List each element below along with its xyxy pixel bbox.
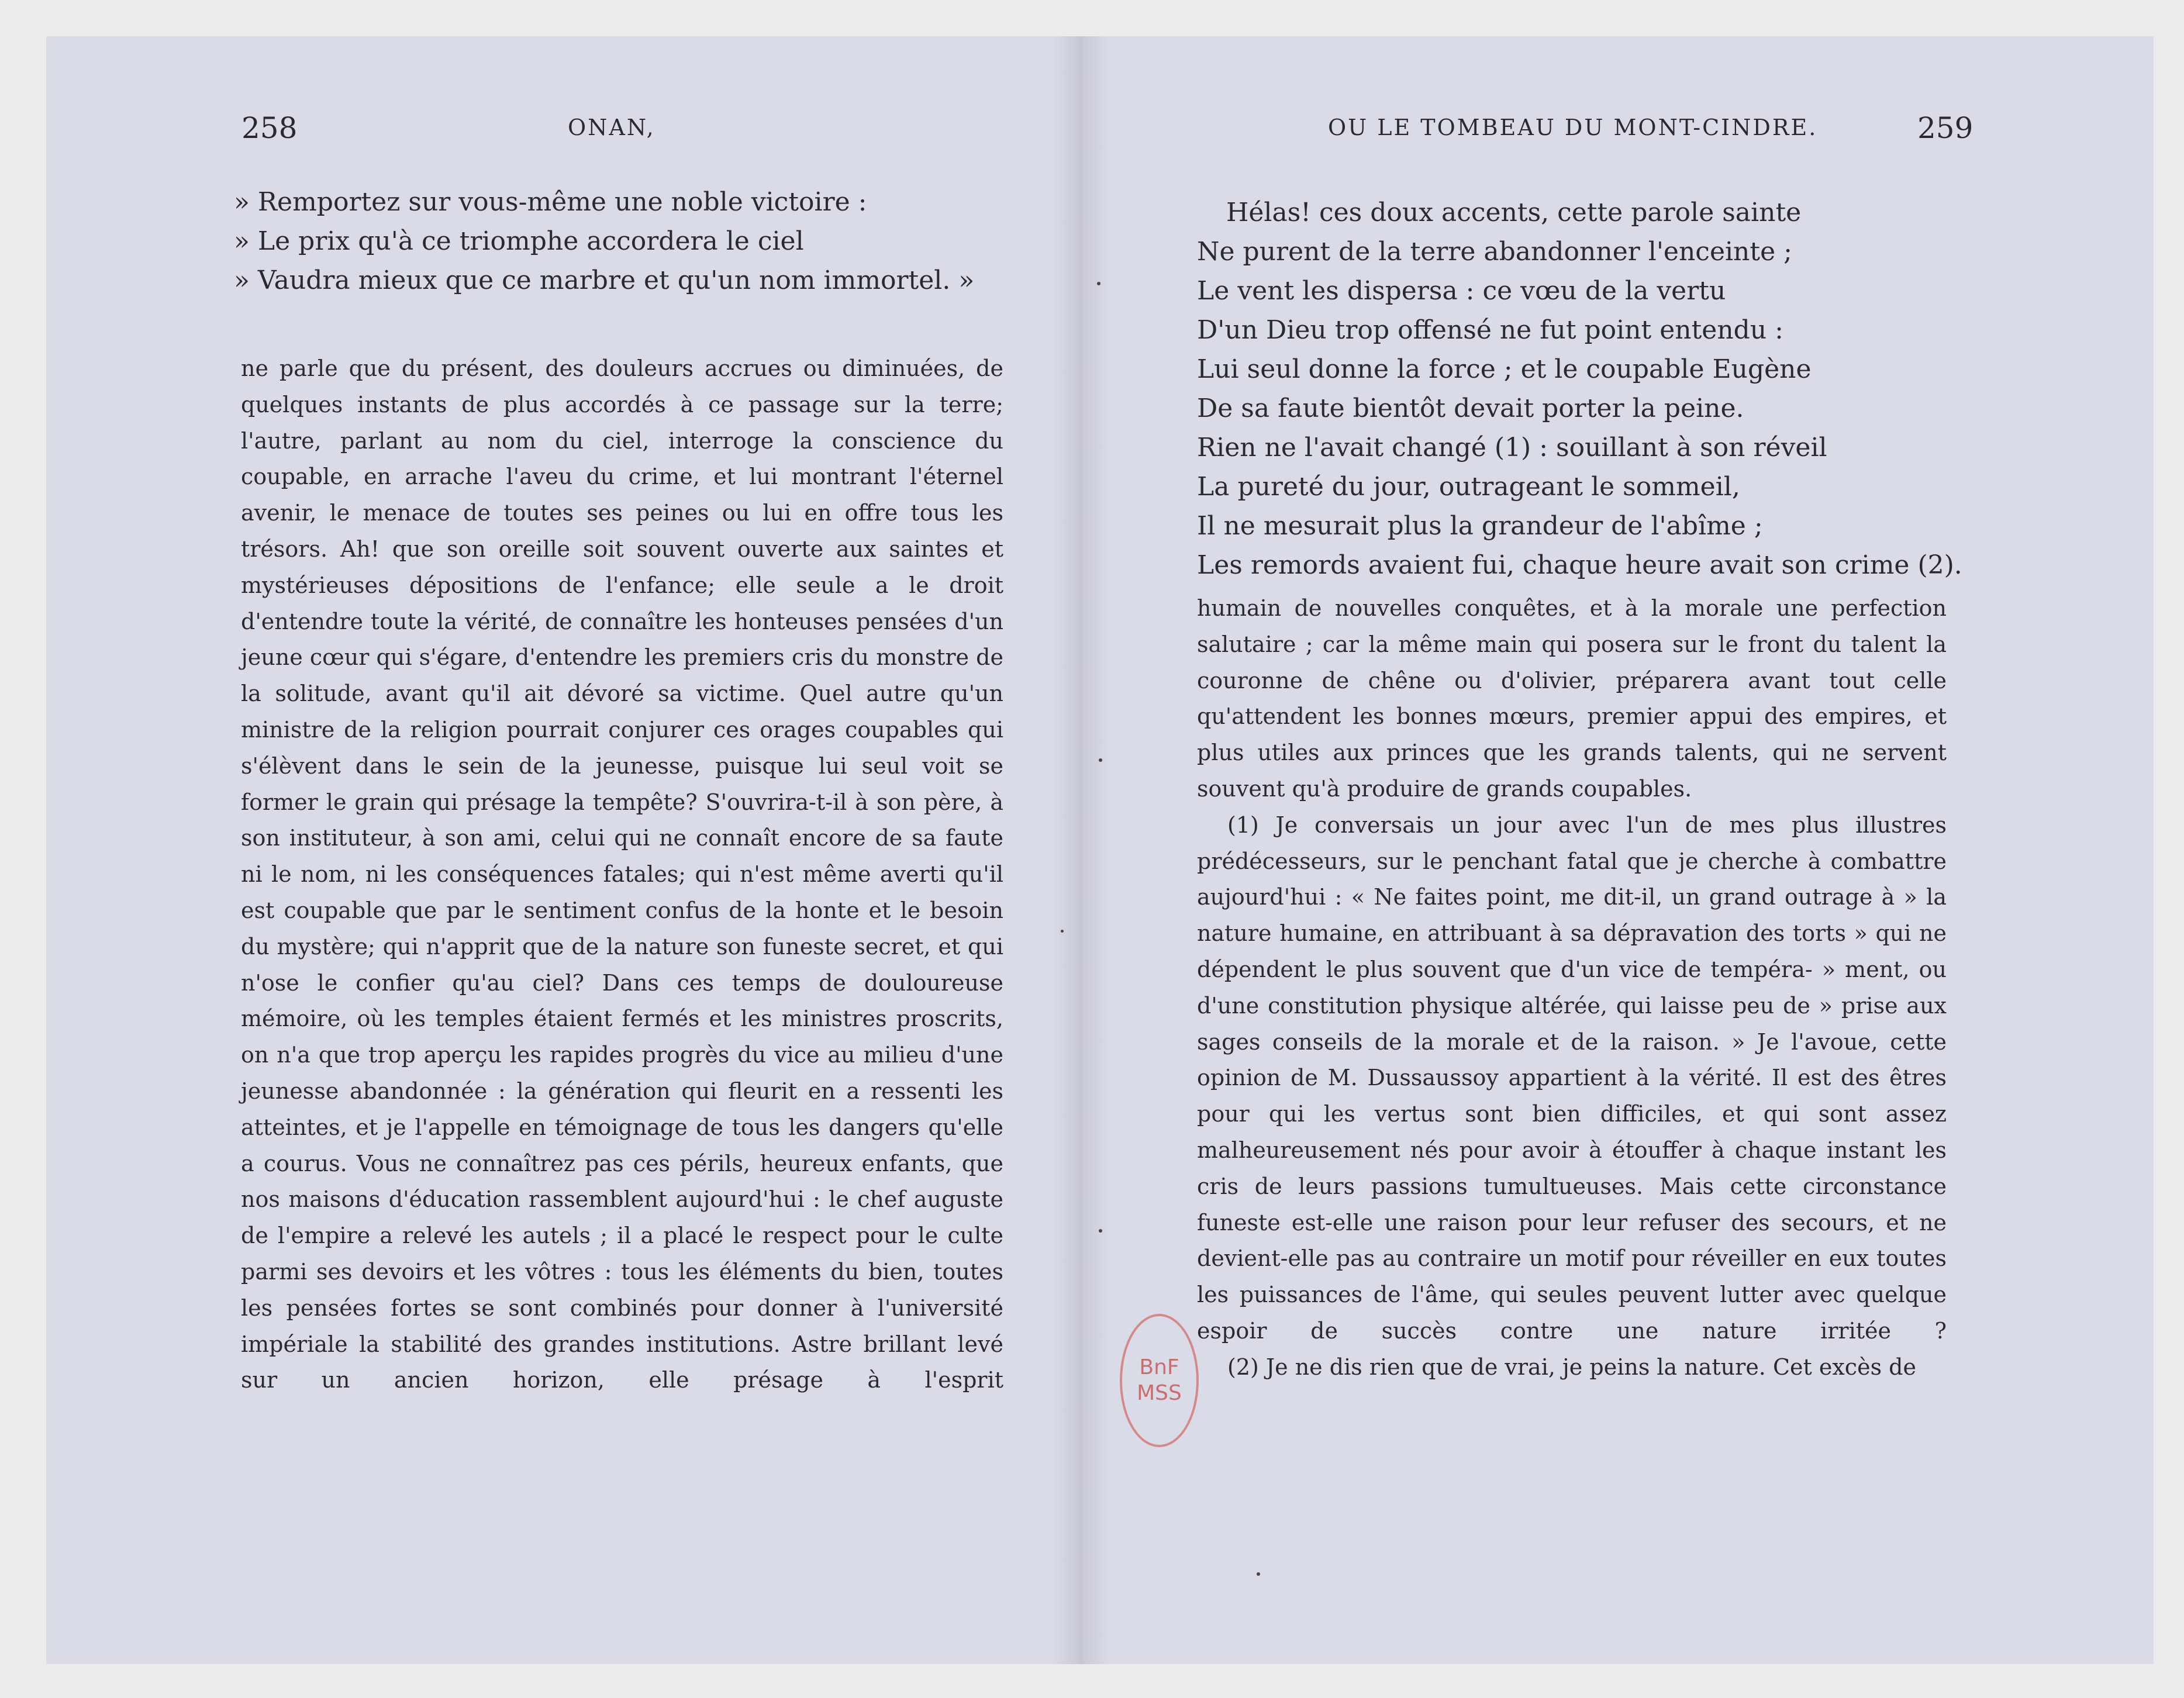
verse-block bbox=[1197, 193, 1962, 585]
scanned-spread bbox=[46, 36, 2154, 1664]
ink-speck bbox=[1061, 930, 1064, 933]
running-head: ONAN, bbox=[568, 115, 655, 140]
right-page bbox=[1110, 36, 2154, 1664]
verse-line: Hélas! ces doux accents, cette parole sainte bbox=[1226, 198, 1802, 227]
ink-speck bbox=[1097, 282, 1100, 285]
verse-line: » Remportez sur vous-même une noble victoire : bbox=[234, 187, 867, 217]
verse-line: Le vent les dispersa : ce vœu de la vertu bbox=[1197, 276, 1726, 306]
verse-line: » Le prix qu'à ce triomphe accordera le ciel bbox=[234, 226, 804, 256]
verse-line: Les remords avaient fui, chaque heure avait son crime (2). bbox=[1197, 550, 1962, 580]
verse-line: » Vaudra mieux que ce marbre et qu'un nom immortel. » bbox=[234, 265, 975, 295]
footnote-2: (2) Je ne dis rien que de vrai, je peins la nature. Cet excès de bbox=[1227, 1354, 1916, 1380]
left-page bbox=[46, 36, 1081, 1664]
verse-line: Rien ne l'avait changé (1) : souillant à son réveil bbox=[1197, 433, 1827, 463]
verse-line: Il ne mesurait plus la grandeur de l'abîme ; bbox=[1197, 511, 1763, 541]
stamp-line: MSS bbox=[1137, 1381, 1182, 1405]
verse-line: La pureté du jour, outrageant le sommeil, bbox=[1197, 472, 1740, 502]
page-number: 258 bbox=[241, 111, 298, 145]
footnote-1: (1) Je conversais un jour avec l'un de mes plus illustres prédécesseurs, sur le penchant fatal que je cherche à combattre aujourd'hui : « Ne faites point, me dit-il, un grand outrage à » la nature humaine, en attribuant à sa dépravation des torts » qui ne dépendent le plus souvent que d'un vice de tempéra- » ment, ou d'une constitution physique altérée, qui laisse peu de » prise aux sages conseils de la morale et de la raison. » Je l'avoue, cette opinion de M. Dussaussoy appartient à la vérité. Il est des êtres pour qui les vertus sont bien difficiles, et qui sont assez malheureusement nés pour avoir à étouffer à chaque instant les cris de leurs passions tumultueuses. Mais cette circonstance funeste est-elle une raison pour leur refuser des secours, et ne devient-elle pas au contraire un motif pour réveiller en eux toutes les puissances de l'âme, qui seules peuvent lutter avec quelque espoir de succès contre une nature irritée ? bbox=[1197, 812, 1947, 1344]
ink-speck bbox=[1257, 1572, 1260, 1576]
library-stamp bbox=[1120, 1314, 1199, 1447]
running-head: OU LE TOMBEAU DU MONT-CINDRE. bbox=[1328, 115, 1818, 140]
verse-block bbox=[234, 182, 974, 300]
verse-line: Ne purent de la terre abandonner l'enceinte ; bbox=[1197, 237, 1792, 267]
stamp-line: BnF bbox=[1139, 1355, 1179, 1379]
footnotes bbox=[1197, 591, 1947, 1386]
ink-speck bbox=[1099, 758, 1102, 762]
prose-paragraph: ne parle que du présent, des douleurs accrues ou diminuées, de quelques instants de plus accordés à ce passage sur la terre; l'autre, parlant au nom du ciel, interroge la conscience du coupable, en arrache l'aveu du crime, et lui montrant l'éternel avenir, le menace de toutes ses peines ou lui en offre tous les trésors. Ah! que son oreille soit souvent ouverte aux saintes et mystérieuses dépositions de l'enfance; elle seule a le droit d'entendre toute la vérité, de connaître les honteuses pensées d'un jeune cœur qui s'égare, d'entendre les premiers cris du monstre de la solitude, avant qu'il ait dévoré sa victime. Quel autre qu'un ministre de la religion pourrait conjurer ces orages coupables qui s'élèvent dans le sein de la jeunesse, puisque lui seul voit se former le grain qui présage la tempête? S'ouvrira-t-il à son père, à son instituteur, à son ami, celui qui ne connaît encore de sa faute ni le nom, ni les conséquences fatales; qui n'est même averti qu'il est coupable que par le sentiment confus de la honte et le besoin du mystère; qui n'apprit que de la nature son funeste secret, et qui n'ose le confier qu'au ciel? Dans ces temps de douloureuse mémoire, où les temples étaient fermés et les ministres proscrits, on n'a que trop aperçu les rapides progrès du vice au milieu d'une jeunesse abandonnée : la génération qui fleurit en a ressenti les atteintes, et je l'appelle en témoignage de tous les dangers qu'elle a courus. Vous ne connaîtrez pas ces périls, heureux enfants, que nos maisons d'éducation rassemblent aujourd'hui : le chef auguste de l'empire a relevé les autels ; il a placé le respect pour le culte parmi ses devoirs et les vôtres : tous les éléments du bien, toutes les pensées fortes se sont combinés pour donner à l'université impériale la stabilité des grandes institutions. Astre brillant levé sur un ancien horizon, elle présage à l'esprit bbox=[241, 356, 1003, 1393]
verse-line: D'un Dieu trop offensé ne fut point entendu : bbox=[1197, 315, 1783, 345]
verse-line: Lui seul donne la force ; et le coupable Eugène bbox=[1197, 354, 1812, 384]
ink-speck bbox=[1099, 1229, 1102, 1233]
page-number: 259 bbox=[1917, 111, 1973, 145]
verse-line: De sa faute bientôt devait porter la peine. bbox=[1197, 394, 1744, 423]
prose-continuation: humain de nouvelles conquêtes, et à la morale une perfection salutaire ; car la même main qui posera sur le front du talent la couronne de chêne ou d'olivier, préparera avant tout celle qu'attendent les bonnes mœurs, premier appui des empires, et plus utiles aux princes que les grands talents, qui ne servent souvent qu'à produire de grands coupables. bbox=[1197, 595, 1947, 802]
